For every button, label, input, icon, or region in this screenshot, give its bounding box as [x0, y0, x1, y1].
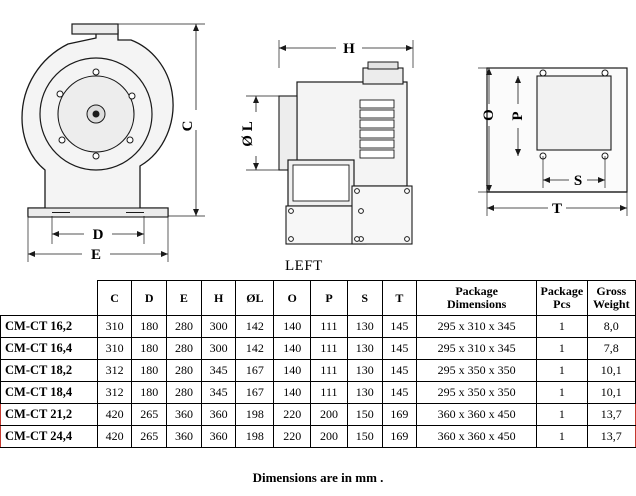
header-package-pcs — [537, 281, 587, 316]
specifications-table-wrapper — [0, 280, 636, 448]
cell-weight: 8,0 — [587, 316, 635, 338]
cell-P: 200 — [311, 404, 348, 426]
header-gross-weight-line1: Gross — [596, 284, 627, 299]
header-P: P — [311, 281, 348, 316]
header-C: C — [97, 281, 132, 316]
header-package-pcs-line2: Pcs — [553, 297, 571, 311]
cell-model: CM-CT 24,4 — [1, 426, 98, 448]
cell-weight: 10,1 — [587, 382, 635, 404]
cell-OL: 167 — [236, 360, 274, 382]
cell-S: 130 — [347, 338, 382, 360]
cell-T: 169 — [382, 426, 417, 448]
cell-C: 420 — [97, 426, 132, 448]
specifications-table — [0, 280, 636, 448]
cell-weight: 10,1 — [587, 360, 635, 382]
header-S: S — [347, 281, 382, 316]
cell-S: 150 — [347, 404, 382, 426]
dim-label-T: T — [551, 201, 563, 217]
cell-O: 140 — [274, 316, 311, 338]
cell-D: 180 — [132, 382, 167, 404]
dim-label-H: H — [343, 41, 355, 57]
cell-weight: 13,7 — [587, 426, 635, 448]
header-E: E — [167, 281, 202, 316]
cell-C: 312 — [97, 360, 132, 382]
cell-C: 310 — [97, 316, 132, 338]
table-row — [1, 382, 636, 404]
cell-S: 130 — [347, 360, 382, 382]
table-row — [1, 338, 636, 360]
cell-P: 111 — [311, 382, 348, 404]
cell-T: 169 — [382, 404, 417, 426]
cell-E: 360 — [167, 426, 202, 448]
header-D: D — [132, 281, 167, 316]
cell-S: 150 — [347, 426, 382, 448]
cell-H: 345 — [201, 360, 236, 382]
header-T: T — [382, 281, 417, 316]
cell-D: 180 — [132, 338, 167, 360]
cell-package: 295 x 310 x 345 — [417, 316, 537, 338]
left-view-caption: LEFT — [285, 258, 323, 274]
header-gross-weight — [587, 281, 635, 316]
cell-OL: 198 — [236, 426, 274, 448]
header-gross-weight-line2: Weight — [592, 297, 630, 311]
header-package-dimensions-line1: Package — [455, 284, 498, 299]
cell-O: 140 — [274, 338, 311, 360]
cell-package: 360 x 360 x 450 — [417, 426, 537, 448]
cell-D: 265 — [132, 404, 167, 426]
dim-label-OL: Ø L — [240, 121, 256, 147]
cell-O: 220 — [274, 426, 311, 448]
cell-P: 111 — [311, 360, 348, 382]
cell-package: 295 x 310 x 345 — [417, 338, 537, 360]
cell-T: 145 — [382, 382, 417, 404]
table-row-highlighted — [1, 404, 636, 426]
cell-T: 145 — [382, 360, 417, 382]
dim-label-E: E — [90, 247, 102, 263]
cell-package: 295 x 350 x 350 — [417, 360, 537, 382]
cell-OL: 167 — [236, 382, 274, 404]
table-row — [1, 360, 636, 382]
cell-O: 220 — [274, 404, 311, 426]
cell-E: 280 — [167, 316, 202, 338]
cell-model: CM-CT 16,2 — [1, 316, 98, 338]
header-H: H — [201, 281, 236, 316]
cell-OL: 198 — [236, 404, 274, 426]
cell-D: 265 — [132, 426, 167, 448]
cell-E: 280 — [167, 338, 202, 360]
cell-pcs: 1 — [537, 360, 587, 382]
cell-T: 145 — [382, 338, 417, 360]
cell-H: 300 — [201, 338, 236, 360]
cell-package: 360 x 360 x 450 — [417, 404, 537, 426]
cell-O: 140 — [274, 360, 311, 382]
left-view-drawing — [246, 40, 413, 244]
cell-E: 280 — [167, 360, 202, 382]
cell-C: 312 — [97, 382, 132, 404]
cell-model: CM-CT 18,4 — [1, 382, 98, 404]
cell-T: 145 — [382, 316, 417, 338]
header-package-pcs-line1: Package — [540, 284, 584, 299]
cell-H: 360 — [201, 426, 236, 448]
cell-pcs: 1 — [537, 426, 587, 448]
cell-O: 140 — [274, 382, 311, 404]
cell-D: 180 — [132, 360, 167, 382]
cell-pcs: 1 — [537, 338, 587, 360]
cell-H: 360 — [201, 404, 236, 426]
dim-label-S: S — [573, 173, 583, 189]
table-header-row — [1, 281, 636, 316]
cell-model: CM-CT 18,2 — [1, 360, 98, 382]
footnote-text: Dimensions are in mm . — [252, 470, 384, 485]
cell-C: 310 — [97, 338, 132, 360]
cell-pcs: 1 — [537, 382, 587, 404]
table-row-highlighted — [1, 426, 636, 448]
header-package-dimensions-line2: Dimensions — [447, 297, 507, 311]
cell-S: 130 — [347, 382, 382, 404]
cell-P: 200 — [311, 426, 348, 448]
cell-E: 360 — [167, 404, 202, 426]
cell-P: 111 — [311, 316, 348, 338]
dim-label-D: D — [92, 227, 104, 243]
cell-pcs: 1 — [537, 316, 587, 338]
cell-OL: 142 — [236, 338, 274, 360]
cell-P: 111 — [311, 338, 348, 360]
cell-model: CM-CT 21,2 — [1, 404, 98, 426]
cell-package: 295 x 350 x 350 — [417, 382, 537, 404]
cell-pcs: 1 — [537, 404, 587, 426]
cell-weight: 13,7 — [587, 404, 635, 426]
cell-D: 180 — [132, 316, 167, 338]
cell-E: 280 — [167, 382, 202, 404]
table-row — [1, 316, 636, 338]
cell-C: 420 — [97, 404, 132, 426]
cell-H: 300 — [201, 316, 236, 338]
right-view-drawing — [478, 68, 627, 216]
header-package-dimensions — [417, 281, 537, 316]
header-OL: ØL — [236, 281, 274, 316]
cell-OL: 142 — [236, 316, 274, 338]
cell-model: CM-CT 16,4 — [1, 338, 98, 360]
cell-weight: 7,8 — [587, 338, 635, 360]
header-model — [1, 281, 98, 316]
dim-label-O: O — [481, 109, 497, 121]
dim-label-C: C — [180, 120, 196, 132]
header-O: O — [274, 281, 311, 316]
dim-label-P: P — [510, 111, 526, 121]
cell-S: 130 — [347, 316, 382, 338]
front-view-drawing — [22, 24, 205, 262]
cell-H: 345 — [201, 382, 236, 404]
